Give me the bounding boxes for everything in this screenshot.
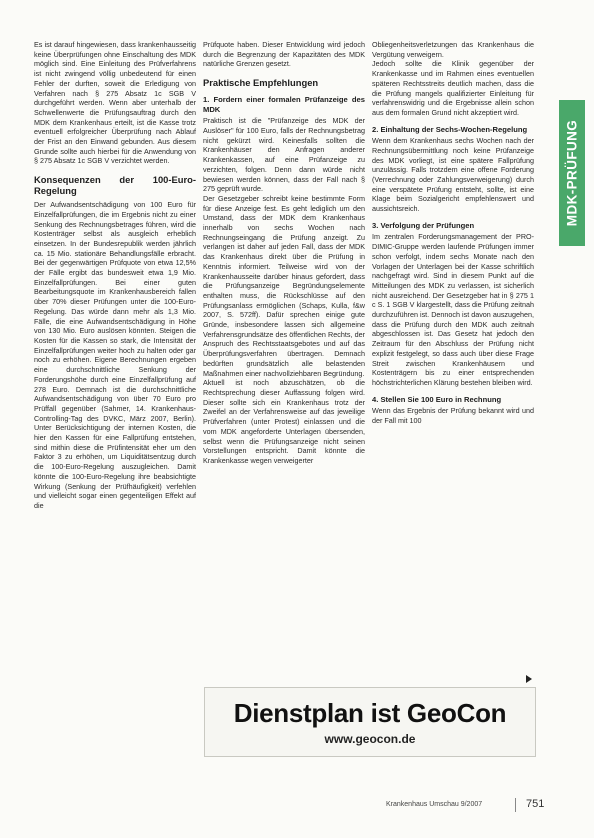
publication-name: Krankenhaus Umschau 9/2007	[386, 801, 483, 808]
paragraph: Wenn das Ergebnis der Prüfung bekannt wird und der Fall mit 100	[372, 406, 534, 425]
paragraph: Der Gesetzgeber schreibt keine bestimmte Form für diese Anzeige fest. Es geht lediglich um den Umstand, dass der MDK dem Krankenhaus innerhalb von sechs Wochen nach Rechnungseingang die Prüfung anzeigt. Zu verlangen ist daher auf jeden Fall, dass der MDK das Krankenhaus direkt über die Prüfung in Kenntnis informiert. Teilweise wird von der Krankenhausseite darüber hinaus gefordert, dass die Prüfungsanzeige Begründungselemente enthalten muss, die Rückschlüsse auf den Prüfungsanlass ermöglichen (Schaps, Kulla, f&w 2007, S. 572ff). Dafür sprechen einige gute Gründe, insbesondere lassen sich allgemeine Verfahrensgrundsätze des öffentlichen Rechts, der Anspruch des Rechtsstaatsgebotes und auf das Überprüfungsverfahren übertragen. Demnach bedürften grundsätzlich alle belastenden Maßnahmen einer nachvollziehbaren Begründung.	[203, 193, 365, 378]
paragraph: Wenn dem Krankenhaus sechs Wochen nach der Rechnungsübermittlung noch keine Prüfanzeige des MDK vorliegt, ist eine spätere Fallprüfung unzulässig. Falls trotzdem eine offene Forderung (Verrechnung oder Zahlungsverweigerung) durch eine verspätete Prüfung entsteht, sollte, ist eine Klage beim Sozialgericht empfehlenswert und aussichtsreich.	[372, 136, 534, 214]
paragraph: Prüfquote haben. Dieser Entwicklung wird jedoch durch die Begrenzung der Kapazitäten des MDK natürliche Grenzen gesetzt.	[203, 40, 365, 69]
ad-title: Dienstplan ist GeoCon	[233, 698, 507, 728]
article-column-2	[203, 40, 365, 466]
article-column-3	[372, 40, 534, 426]
article-column-1	[34, 40, 196, 511]
paragraph: Es ist darauf hingewiesen, dass krankenhausseitig keine Überprüfungen ohne Einschaltung des MDK möglich sind. Eine Einleitung des Prüfverfahrens ist nicht zwingend völlig unbedeutend für einen Fehler der durften, soweit die Erledigung von Verfahren nach § 275 Absatz 1c SGB V durchgeführt werden. Wenn aber unterhalb der Schwellenwerte die Prüfungsauftrag durch den MDK dem Krankenhaus erteilt, ist die Kasse trotz eventuell erfolgreicher Überprüfung nach Ablauf der Frist an den Einwand gebunden. Aus diesem Grunde sollte auch hierbei für die Anwendung von § 275 Absatz 1c SGB V verzichtet werden.	[34, 40, 196, 166]
section-heading: Konsequenzen der 100-Euro-Regelung	[34, 174, 196, 197]
footer-divider	[515, 798, 516, 812]
section-side-tab	[559, 100, 585, 246]
section-side-tab-label: MDK-PRÜFUNG	[564, 119, 580, 227]
subsection-heading: 3. Verfolgung der Prüfungen	[372, 220, 475, 230]
paragraph: Aktuell ist noch abzuschätzen, ob die Rechtsprechung dieser Auffassung folgen wird. Dieser sollte sich ein Krankenhaus trotz der Zweifel an der Verfahrensweise auf das jeweilige Prüfverfahren (unter Protest) einlassen und die vom MDK angeforderte Unterlagen übersenden, selbst wenn die Prüfungsanzeige nicht seinen Vorstellungen entspricht. Damit könnte die Krankenkasse wegen verweigerter	[203, 378, 365, 465]
page-footer	[386, 798, 566, 812]
section-heading: Praktische Empfehlungen	[203, 77, 319, 89]
paragraph: Im zentralen Forderungsmanagement der PRO-DIMIC-Gruppe werden laufende Prüfungen immer schon verfolgt, indem sechs Monate nach den Vorlagen der Unterlagen bei der Kasse schriftlich nachgefragt wird. Sind in diesem Punkt auf die Mitteilungen des MDK zu verlassen, ist sicherlich nicht ausreichend. Der Gesetzgeber hat in § 275 1 c S. 1 SGB V klargestellt, dass die Prüfung zeitnah durchzuführen ist. Dennoch ist davon auszugehen, dass die Prüfung durch den MDK auch zeitnah abgeschlossen ist. Das Gesetz hat jedoch den Zeitraum für den Abschluss der Prüfung nicht explizit festgelegt, so dass auch über diese Frage Streit zwischen Krankenhäusern und Kostenträgern bis zu einer entsprechenden höchstrichterlichen Klärung bestehen bleiben wird.	[372, 232, 534, 387]
continue-arrow-icon	[526, 675, 532, 683]
paragraph: Jedoch sollte die Klinik gegenüber der Krankenkasse und im Rahmen eines eventuellen späteren Rechtsstreits deutlich machen, dass die die Prüfung mangels qualifizierter Einleitung für verfahrenswidrig und die Ergebnisse allein schon aus dem formalen Grund nicht akzeptiert wird.	[372, 59, 534, 117]
paragraph: Praktisch ist die "Prüfanzeige des MDK der Auslöser" für 100 Euro, falls der Rechnungsbetrag nicht gekürzt wird. Keinesfalls sollten die Krankenhäuser den Anfragen anderer Krankenkassen, auf eine Prüfanzeige zu verzichten, folgen. Denn dann würde nicht bewiesen werden können, dass der Fall nach § 275 geprüft wurde.	[203, 116, 365, 194]
subsection-heading: 4. Stellen Sie 100 Euro in Rechnung	[372, 394, 502, 404]
paragraph: Der Aufwandsentschädigung von 100 Euro für Einzelfallprüfungen, die im Ergebnis nicht zu einer Senkung des Rechnungsbetrages führen, wird die Kostenträger selbst als ausgleich erheblich einsetzen. In der Bundesrepublik werden jährlich ca. 15 Mio. stationäre Behandlungsfälle erbracht. Bei der gegenwärtigen Prüfquote von etwa 12,5% der Fälle ergibt das bundesweit etwa 1,9 Mio. Einzelfallprüfungen. Bei einer guten Bearbeitungsquote im Krankenhausbereich fallen über 70% dieser Prüfungen unter die 100-Euro-Regelung. Das würde dann mehr als 1,3 Mio. Fälle, die eine Aufwandsentschädigung in Höhe von 130 Mio. Euro auslösen könnten. Steigen die Kosten für die Kassen so stark, die Intensität der Einzelfallprüfungen weiter hoch zu halten oder gar noch zu erhöhen. Eigene Berechnungen ergeben eine durchschnittliche Senkung der Forderungshöhe durch eine Einzelfallprüfung auf 278 Euro. Demnach ist die durchschnittliche Aufwandsentschädigung von über 70 Euro pro Prüffall gegenüber (Sahmer, 14. Krankenhaus-Controlling-Tag des DVKC, März 2007, Berlin). Unter Berücksichtigung der internen Kosten, die hier den Kassen für eine Fallprüfung entstehen, sind mithin diese die Prüfintensität eher um den Faktor 3 zu erhöhen, um Liquiditätsentzug durch die 100-Euro-Regelung auszugleichen. Damit könnte die 100-Euro-Regelung ihre beabsichtigte Wirkung (Senkung der Prüfhäufigkeit) verfehlen und vielleicht sogar einen gegenteiligen Effekt auf die	[34, 200, 196, 510]
advertisement-banner[interactable]	[204, 687, 536, 757]
paragraph: Obliegenheitsverletzungen das Krankenhaus die Vergütung verweigern.	[372, 40, 534, 59]
subsection-heading: 2. Einhaltung der Sechs-Wochen-Regelung	[372, 124, 528, 134]
subsection-heading: 1. Fordern einer formalen Prüfanzeige des MDK	[203, 95, 365, 114]
ad-url-link[interactable]: www.geocon.de	[324, 732, 416, 746]
page-number: 751	[526, 798, 545, 810]
